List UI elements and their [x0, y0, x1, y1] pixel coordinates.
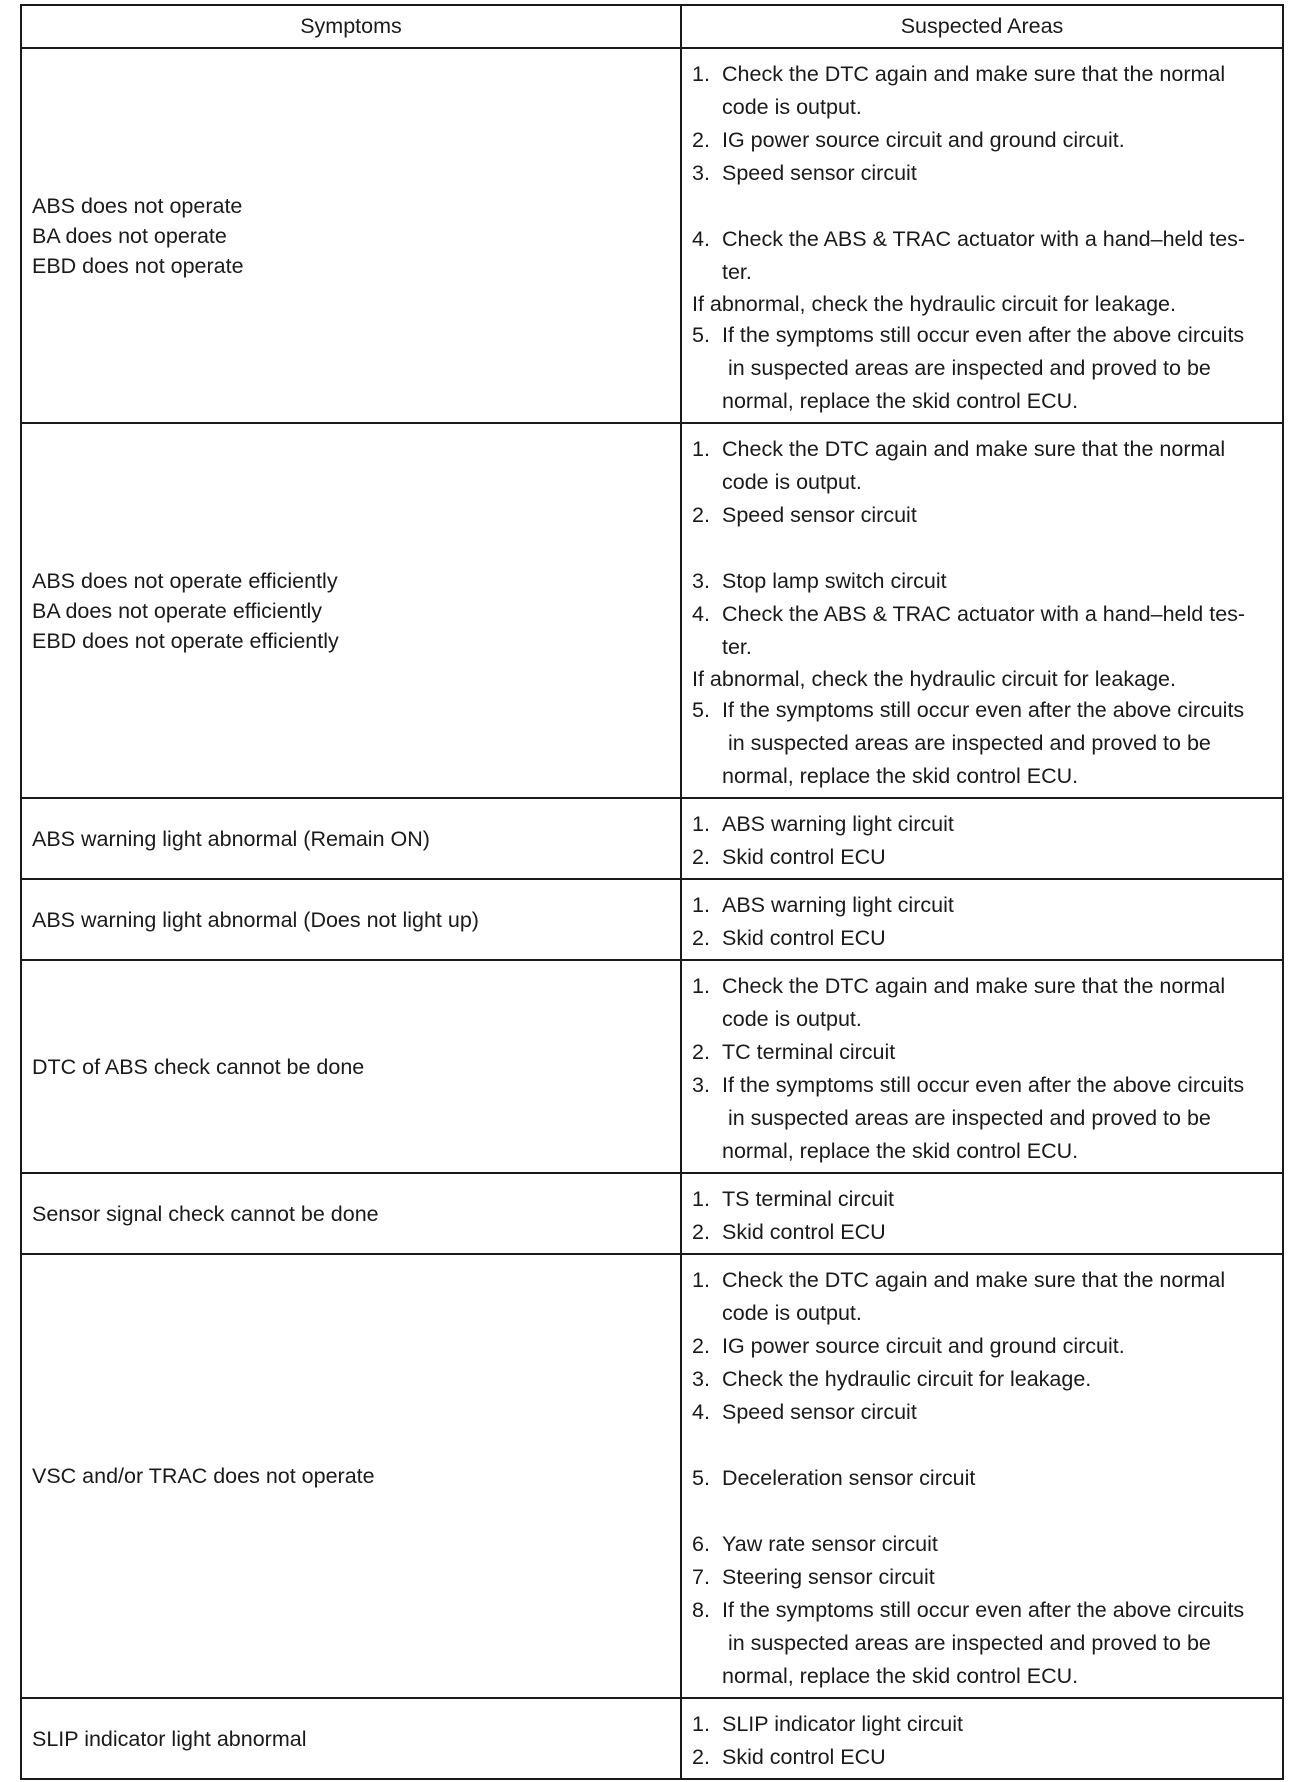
table-body — [21, 48, 1283, 1779]
list-item-line — [692, 319, 1272, 352]
symptom-cell — [21, 879, 681, 960]
suspected-areas-cell — [681, 1698, 1283, 1779]
list-item-continuation: normal, replace the skid control ECU. — [722, 1139, 1079, 1163]
list-item — [692, 124, 1272, 157]
table-row — [21, 879, 1283, 960]
list-item-line — [692, 499, 1272, 532]
list-item-number: 2. — [692, 1040, 710, 1064]
table-row — [21, 423, 1283, 798]
table-row — [21, 48, 1283, 423]
symptom-text: VSC and/or TRAC does not operate — [32, 1464, 375, 1488]
list-item — [692, 1330, 1272, 1363]
list-item-text: Yaw rate sensor circuit — [722, 1532, 938, 1556]
list-item-text: Check the ABS & TRAC actuator with a hand–held tes- — [722, 602, 1246, 626]
table-row — [21, 1173, 1283, 1254]
spacer — [692, 1429, 1272, 1462]
list-item-number: 2. — [692, 926, 710, 950]
list-item-line — [692, 1036, 1272, 1069]
list-item — [692, 1594, 1272, 1693]
list-item-continuation: normal, replace the skid control ECU. — [722, 764, 1079, 788]
list-item-line — [692, 808, 1272, 841]
list-item-text: Skid control ECU — [722, 926, 886, 950]
table-row — [21, 1698, 1283, 1779]
list-item-number: 1. — [692, 437, 710, 461]
list-item-text: ABS warning light circuit — [722, 812, 954, 836]
symptom-text: ABS warning light abnormal (Does not light up) — [32, 907, 479, 932]
list-item-line — [692, 1594, 1272, 1627]
symptom-cell — [21, 1173, 681, 1254]
list-item-number: 8. — [692, 1598, 710, 1622]
list-item-line — [692, 1396, 1272, 1429]
list-item — [692, 1216, 1272, 1249]
list-item — [692, 841, 1272, 874]
suspected-areas-cell — [681, 1173, 1283, 1254]
list-item — [692, 1528, 1272, 1561]
suspected-areas-header: Suspected Areas — [681, 5, 1283, 48]
list-item-text: Skid control ECU — [722, 845, 886, 869]
symptom-text: EBD does not operate efficiently — [32, 628, 339, 653]
suspected-areas-cell — [681, 48, 1283, 423]
list-item-number: 1. — [692, 1712, 710, 1736]
list-item-text: IG power source circuit and ground circuit. — [722, 1334, 1125, 1358]
list-item-number: 4. — [692, 602, 710, 626]
list-item-number: 2. — [692, 1745, 710, 1769]
list-item-line — [692, 1330, 1272, 1363]
list-item-line — [692, 1528, 1272, 1561]
list-item — [692, 1264, 1272, 1330]
list-item-text: Check the DTC again and make sure that the normal — [722, 974, 1226, 998]
list-item-line — [692, 1741, 1272, 1774]
list-item-text: Stop lamp switch circuit — [722, 569, 947, 593]
symptom-text: ABS does not operate — [32, 193, 243, 218]
note-text: If abnormal, check the hydraulic circuit for leakage. — [692, 667, 1176, 691]
list-item-line — [692, 694, 1272, 727]
symptom-cell — [21, 798, 681, 879]
list-item-continuation: normal, replace the skid control ECU. — [722, 389, 1079, 413]
list-item-number: 3. — [692, 161, 710, 185]
list-item — [692, 1462, 1272, 1495]
symptom-cell — [21, 423, 681, 798]
list-item-line — [692, 598, 1272, 631]
list-item — [692, 694, 1272, 793]
list-item — [692, 598, 1272, 664]
list-item-number: 4. — [692, 227, 710, 251]
list-item-continuation: normal, replace the skid control ECU. — [722, 1664, 1079, 1688]
note-text: If abnormal, check the hydraulic circuit for leakage. — [692, 292, 1176, 316]
suspected-areas-cell — [681, 798, 1283, 879]
symptom-text: DTC of ABS check cannot be done — [32, 1054, 365, 1079]
symptom-text: BA does not operate — [32, 223, 227, 248]
list-item-text: Skid control ECU — [722, 1220, 886, 1244]
list-item — [692, 1561, 1272, 1594]
list-item-line — [692, 1363, 1272, 1396]
list-item-continuation: ter. — [722, 635, 752, 659]
list-item-continuation: in suspected areas are inspected and proved to be — [722, 731, 1211, 755]
list-item-line — [692, 223, 1272, 256]
list-item-line — [692, 1708, 1272, 1741]
list-item-number: 7. — [692, 1565, 710, 1589]
spacer — [692, 532, 1272, 565]
list-item-number: 1. — [692, 1187, 710, 1211]
list-item-text: Check the DTC again and make sure that the normal — [722, 437, 1226, 461]
list-item — [692, 922, 1272, 955]
symptom-cell — [21, 1254, 681, 1698]
list-item-text: Check the hydraulic circuit for leakage. — [722, 1367, 1092, 1391]
list-item-continuation: in suspected areas are inspected and proved to be — [722, 1106, 1211, 1130]
list-item-continuation: ter. — [722, 260, 752, 284]
list-item-continuation: in suspected areas are inspected and proved to be — [722, 1631, 1211, 1655]
list-item — [692, 223, 1272, 289]
list-item-number: 1. — [692, 974, 710, 998]
list-item — [692, 157, 1272, 190]
symptom-text: SLIP indicator light abnormal — [32, 1726, 307, 1751]
symptom-cell — [21, 1698, 681, 1779]
list-item-number: 2. — [692, 503, 710, 527]
list-item-line — [692, 433, 1272, 466]
list-item-continuation: in suspected areas are inspected and proved to be — [722, 356, 1211, 380]
list-item-number: 3. — [692, 1073, 710, 1097]
list-item-continuation: code is output. — [722, 1301, 862, 1325]
list-item — [692, 1396, 1272, 1429]
list-item-text: If the symptoms still occur even after the above circuits — [722, 1073, 1245, 1097]
list-item-text: Skid control ECU — [722, 1745, 886, 1769]
list-item-number: 2. — [692, 1220, 710, 1244]
list-item — [692, 1069, 1272, 1168]
list-item-number: 2. — [692, 1334, 710, 1358]
symptom-text: BA does not operate efficiently — [32, 598, 323, 623]
list-item — [692, 1183, 1272, 1216]
table-row — [21, 1254, 1283, 1698]
list-item — [692, 433, 1272, 499]
table-row — [21, 798, 1283, 879]
list-item — [692, 1036, 1272, 1069]
list-item — [692, 58, 1272, 124]
list-item-line — [692, 1069, 1272, 1102]
list-item-line — [692, 1561, 1272, 1594]
symptom-cell — [21, 960, 681, 1173]
symptom-text: ABS warning light abnormal (Remain ON) — [32, 826, 430, 851]
list-item-number: 1. — [692, 62, 710, 86]
list-item-line — [692, 124, 1272, 157]
list-item — [692, 565, 1272, 598]
list-item-number: 3. — [692, 569, 710, 593]
list-item-text: If the symptoms still occur even after the above circuits — [722, 1598, 1245, 1622]
symptom-text: EBD does not operate — [32, 253, 244, 278]
list-item-number: 5. — [692, 1466, 710, 1490]
symptoms-header: Symptoms — [21, 5, 681, 48]
list-item-continuation: code is output. — [722, 95, 862, 119]
list-item-text: Steering sensor circuit — [722, 1565, 935, 1589]
list-item-line — [692, 58, 1272, 91]
list-item — [692, 889, 1272, 922]
symptoms-table — [20, 4, 1284, 1780]
list-item-number: 5. — [692, 323, 710, 347]
list-item-line — [692, 922, 1272, 955]
list-item-line — [692, 841, 1272, 874]
list-item-line — [692, 565, 1272, 598]
list-item-text: TC terminal circuit — [722, 1040, 896, 1064]
list-item-continuation: code is output. — [722, 1007, 862, 1031]
spacer — [692, 1495, 1272, 1528]
spacer — [692, 190, 1272, 223]
list-item — [692, 970, 1272, 1036]
list-item-number: 6. — [692, 1532, 710, 1556]
list-item-number: 2. — [692, 128, 710, 152]
suspected-areas-cell — [681, 879, 1283, 960]
list-item — [692, 808, 1272, 841]
symptom-cell — [21, 48, 681, 423]
list-item-text: If the symptoms still occur even after the above circuits — [722, 698, 1245, 722]
header-row — [21, 5, 1283, 48]
list-item-continuation: code is output. — [722, 470, 862, 494]
list-item-text: Check the DTC again and make sure that the normal — [722, 1268, 1226, 1292]
list-item-line — [692, 1462, 1272, 1495]
list-item — [692, 499, 1272, 532]
table-row — [21, 960, 1283, 1173]
list-item-number: 2. — [692, 845, 710, 869]
list-item-text: Speed sensor circuit — [722, 1400, 917, 1424]
list-item-number: 1. — [692, 893, 710, 917]
list-item-text: IG power source circuit and ground circuit. — [722, 128, 1125, 152]
list-item-text: If the symptoms still occur even after the above circuits — [722, 323, 1245, 347]
list-item-line — [692, 1216, 1272, 1249]
list-item-text: Speed sensor circuit — [722, 161, 917, 185]
list-item-line — [692, 970, 1272, 1003]
list-item-text: ABS warning light circuit — [722, 893, 954, 917]
symptom-text: ABS does not operate efficiently — [32, 568, 338, 593]
list-item-text: Check the ABS & TRAC actuator with a hand–held tes- — [722, 227, 1246, 251]
list-item-line — [692, 889, 1272, 922]
symptom-text: Sensor signal check cannot be done — [32, 1201, 379, 1226]
list-item-line — [692, 157, 1272, 190]
list-item — [692, 1363, 1272, 1396]
suspected-areas-cell — [681, 960, 1283, 1173]
suspected-areas-cell — [681, 1254, 1283, 1698]
list-item-text: TS terminal circuit — [722, 1187, 895, 1211]
list-item — [692, 1741, 1272, 1774]
list-item-line — [692, 1183, 1272, 1216]
list-item-text: Check the DTC again and make sure that the normal — [722, 62, 1226, 86]
suspected-areas-cell — [681, 423, 1283, 798]
list-item-line — [692, 1264, 1272, 1297]
list-item-text: Deceleration sensor circuit — [722, 1466, 976, 1490]
list-item-number: 3. — [692, 1367, 710, 1391]
list-item-number: 5. — [692, 698, 710, 722]
list-item — [692, 1708, 1272, 1741]
list-item-number: 1. — [692, 1268, 710, 1292]
list-item-number: 1. — [692, 812, 710, 836]
list-item-text: SLIP indicator light circuit — [722, 1712, 963, 1736]
list-item-number: 4. — [692, 1400, 710, 1424]
list-item — [692, 319, 1272, 418]
list-item-text: Speed sensor circuit — [722, 503, 917, 527]
